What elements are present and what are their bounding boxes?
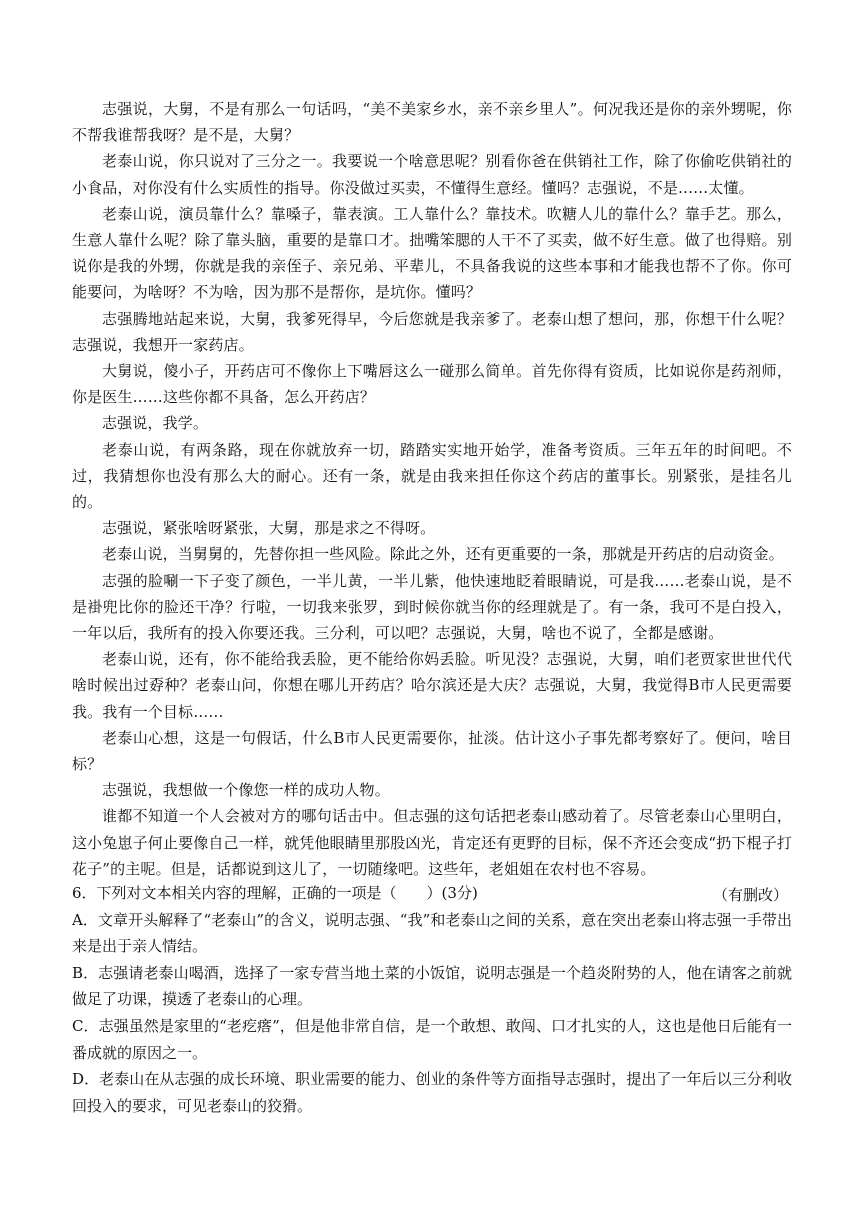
passage-paragraph: 志强说，我学。	[102, 414, 209, 433]
passage-paragraph: 志强说，我想做一个像您一样的成功人物。	[102, 781, 390, 800]
passage-paragraph: 志强腾地站起来说，大舅，我爹死得早，今后您就是我亲爹了。老泰山想了想问，那，你想干什么呢？志强说，我想开一家药店。	[72, 309, 792, 354]
passage-paragraph: 老泰山说，还有，你不能给我丢脸，更不能给你妈丢脸。听见没？志强说，大舅，咱们老贾家世世代代啥时候出过孬种？老泰山问，你想在哪儿开药店？哈尔滨还是大庆？志强说，大舅，我觉得B市人民更需要我。我有一个目标……	[72, 650, 792, 721]
question-6	[72, 880, 792, 1119]
passage-paragraph: 志强说，紧张啥呀紧张，大舅，那是求之不得呀。	[102, 519, 436, 538]
option-c: C．志强虽然是家里的“老疙瘩”，但是他非常自信，是一个敢想、敢闯、口才扎实的人，这也是他日后能有一番成就的原因之一。	[72, 1016, 792, 1062]
passage-paragraph: 大舅说，傻小子，开药店可不像你上下嘴唇这么一碰那么简单。首先你得有资质，比如说你是药剂师，你是医生……这些你都不具备，怎么开药店？	[72, 362, 792, 407]
passage-paragraph: 老泰山说，有两条路，现在你就放弃一切，踏踏实实地开始学，准备考资质。三年五年的时间吧。不过，我猜想你也没有那么大的耐心。还有一条，就是由我来担任你这个药店的董事长。别紧张，是挂名儿的。	[72, 440, 792, 512]
passage-paragraph: 志强的脸唰一下子变了颜色，一半儿黄，一半儿紫，他快速地眨着眼睛说，可是我……老泰山说，是不是褂兜比你的脸还干净？行啦，一切我来张罗，到时候你就当你的经理就是了。有一条，我可不是白投入，一年以后，我所有的投入你要还我。三分利，可以吧？志强说，大舅，啥也不说了，全都是感谢。	[72, 571, 792, 643]
source-note: （有删改）	[712, 886, 788, 905]
passage-paragraph: 老泰山说，你只说对了三分之一。我要说一个啥意思呢？别看你爸在供销社工作，除了你偷吃供销社的小食品，对你没有什么实质性的指导。你没做过买卖，不懂得生意经。懂吗？志强说，不是……太懂。	[72, 152, 792, 197]
question-stem: 6．下列对文本相关内容的理解，正确的一项是（ ）(3分)	[72, 884, 478, 902]
option-b: B．志强请老泰山喝酒，选择了一家专营当地土菜的小饭馆，说明志强是一个趋炎附势的人，他在请客之前就做足了功课，摸透了老泰山的心理。	[72, 963, 792, 1009]
passage-paragraph: 谁都不知道一个人会被对方的哪句话击中。但志强的这句话把老泰山感动着了。尽管老泰山心里明白，这小兔崽子何止要像自己一样，就凭他眼睛里那股凶光，肯定还有更野的目标，保不齐还会变成“扔下棍子打花子”的主呢。但是，话都说到这儿了，一切随缘吧。这些年，老姐姐在农村也不容易。	[72, 807, 792, 878]
option-a: A．文章开头解释了“老泰山”的含义，说明志强、“我”和老泰山之间的关系，意在突出老泰山将志强一手带出来是出于亲人情结。	[72, 910, 792, 956]
passage-paragraph: 老泰山心想，这是一句假话，什么B市人民更需要你，扯淡。估计这小子事先都考察好了。便问，啥目标？	[72, 728, 792, 774]
passage-paragraph: 老泰山说，演员靠什么？靠嗓子，靠表演。工人靠什么？靠技术。吹糖人儿的靠什么？靠手艺。那么，生意人靠什么呢？除了靠头脑，重要的是靠口才。拙嘴笨腮的人干不了买卖，做不好生意。做了也得赔。别说你是我的外甥，你就是我的亲侄子、亲兄弟、平辈儿，不具备我说的这些本事和才能我也帮不了你。你可能要问，为啥呀？不为啥，因为那不是帮你，是坑你。懂吗？	[72, 204, 792, 302]
passage-paragraph: 志强说，大舅，不是有那么一句话吗，“美不美家乡水，亲不亲乡里人”。何况我还是你的亲外甥呢，你不帮我谁帮我呀？是不是，大舅？	[72, 100, 792, 145]
reading-passage	[72, 96, 792, 908]
option-d: D．老泰山在从志强的成长环境、职业需要的能力、创业的条件等方面指导志强时，提出了一年后以三分利收回投入的要求，可见老泰山的狡猾。	[72, 1070, 792, 1115]
passage-paragraph: 老泰山说，当舅舅的，先替你担一些风险。除此之外，还有更重要的一条，那就是开药店的启动资金。	[102, 545, 784, 564]
